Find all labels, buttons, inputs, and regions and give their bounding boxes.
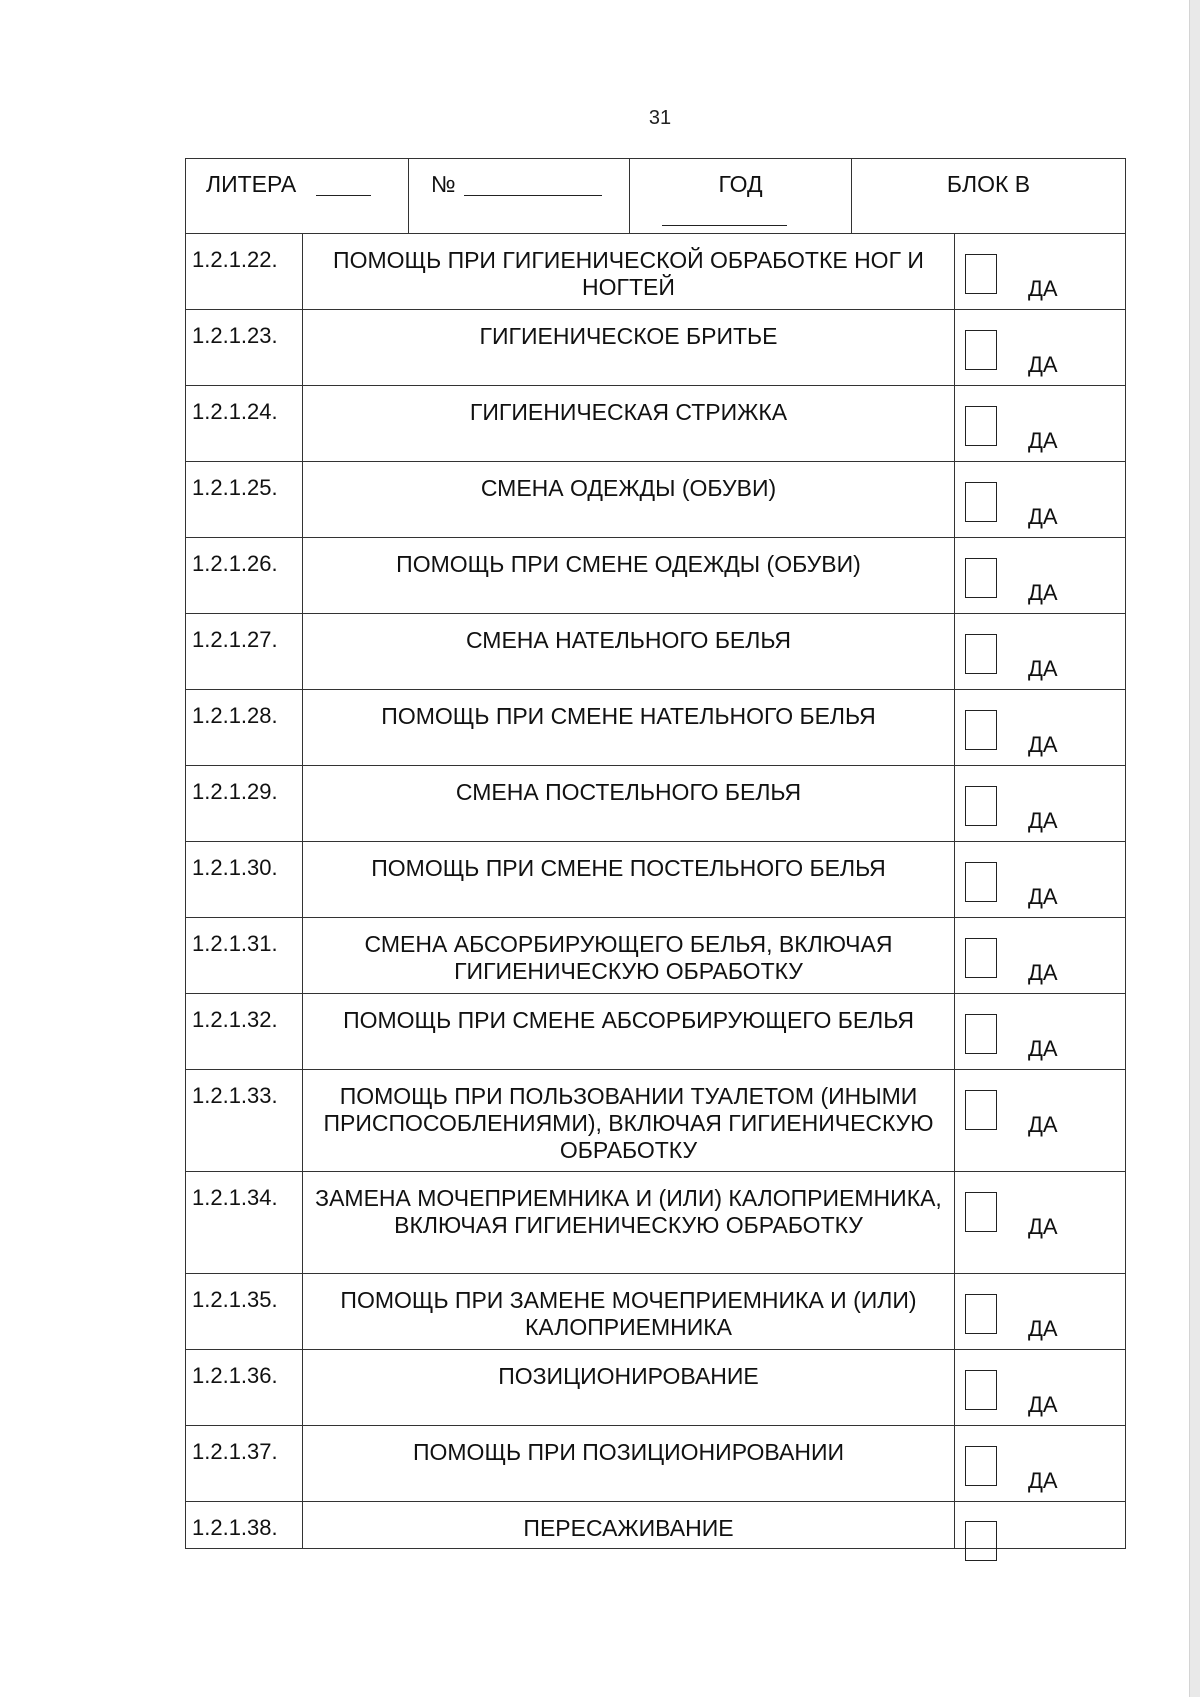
item-number: 1.2.1.29. bbox=[186, 766, 303, 841]
item-description: ГИГИЕНИЧЕСКОЕ БРИТЬЕ bbox=[303, 310, 955, 385]
header-number-cell bbox=[409, 159, 630, 233]
table-row bbox=[186, 1273, 1125, 1349]
item-number: 1.2.1.33. bbox=[186, 1070, 303, 1171]
block-label: БЛОК В bbox=[946, 171, 1031, 197]
yes-checkbox[interactable] bbox=[965, 862, 997, 902]
yes-cell bbox=[955, 234, 1125, 309]
yes-cell bbox=[955, 1274, 1125, 1349]
yes-checkbox[interactable] bbox=[965, 1090, 997, 1130]
item-number: 1.2.1.23. bbox=[186, 310, 303, 385]
yes-checkbox[interactable] bbox=[965, 1192, 997, 1232]
yes-checkbox[interactable] bbox=[965, 1446, 997, 1486]
header-year-cell bbox=[630, 159, 852, 233]
yes-cell bbox=[955, 690, 1125, 765]
header-litera-cell bbox=[186, 159, 409, 233]
litera-label: ЛИТЕРА bbox=[206, 171, 297, 197]
services-table bbox=[185, 233, 1126, 1549]
yes-label: ДА bbox=[1028, 808, 1058, 833]
header-block-cell bbox=[852, 159, 1125, 233]
table-row bbox=[186, 993, 1125, 1069]
yes-cell bbox=[955, 310, 1125, 385]
yes-cell bbox=[955, 994, 1125, 1069]
yes-cell bbox=[955, 462, 1125, 537]
yes-label: ДА bbox=[1028, 656, 1058, 681]
item-description: ПЕРЕСАЖИВАНИЕ bbox=[303, 1502, 955, 1548]
yes-label: ДА bbox=[1028, 504, 1058, 529]
item-description: ПОЗИЦИОНИРОВАНИЕ bbox=[303, 1350, 955, 1425]
yes-label: ДА bbox=[1028, 352, 1058, 377]
table-row bbox=[186, 689, 1125, 765]
item-description: ПОМОЩЬ ПРИ СМЕНЕ ПОСТЕЛЬНОГО БЕЛЬЯ bbox=[303, 842, 955, 917]
yes-cell bbox=[955, 1426, 1125, 1501]
item-description: СМЕНА АБСОРБИРУЮЩЕГО БЕЛЬЯ, ВКЛЮЧАЯ ГИГИЕНИЧЕСКУЮ ОБРАБОТКУ bbox=[303, 918, 955, 993]
yes-label: ДА bbox=[1028, 428, 1058, 453]
number-label: № bbox=[431, 171, 456, 197]
yes-checkbox[interactable] bbox=[965, 330, 997, 370]
yes-checkbox[interactable] bbox=[965, 1014, 997, 1054]
yes-cell bbox=[955, 1502, 1125, 1548]
item-number: 1.2.1.38. bbox=[186, 1502, 303, 1548]
item-description: ПОМОЩЬ ПРИ ЗАМЕНЕ МОЧЕПРИЕМНИКА И (ИЛИ) КАЛОПРИЕМНИКА bbox=[303, 1274, 955, 1349]
table-row bbox=[186, 461, 1125, 537]
yes-cell bbox=[955, 538, 1125, 613]
item-description: ПОМОЩЬ ПРИ СМЕНЕ АБСОРБИРУЮЩЕГО БЕЛЬЯ bbox=[303, 994, 955, 1069]
item-description: СМЕНА ОДЕЖДЫ (ОБУВИ) bbox=[303, 462, 955, 537]
item-description: ПОМОЩЬ ПРИ СМЕНЕ ОДЕЖДЫ (ОБУВИ) bbox=[303, 538, 955, 613]
table-row bbox=[186, 233, 1125, 309]
table-row bbox=[186, 1069, 1125, 1171]
item-number: 1.2.1.30. bbox=[186, 842, 303, 917]
litera-blank-field[interactable] bbox=[316, 195, 371, 196]
item-description: СМЕНА НАТЕЛЬНОГО БЕЛЬЯ bbox=[303, 614, 955, 689]
table-row bbox=[186, 917, 1125, 993]
yes-label: ДА bbox=[1028, 1036, 1058, 1061]
yes-checkbox[interactable] bbox=[965, 1294, 997, 1334]
yes-label: ДА bbox=[1028, 1112, 1058, 1137]
table-row bbox=[186, 613, 1125, 689]
item-number: 1.2.1.31. bbox=[186, 918, 303, 993]
yes-checkbox[interactable] bbox=[965, 1521, 997, 1561]
table-row bbox=[186, 1501, 1125, 1548]
yes-checkbox[interactable] bbox=[965, 1370, 997, 1410]
yes-checkbox[interactable] bbox=[965, 938, 997, 978]
item-description: ГИГИЕНИЧЕСКАЯ СТРИЖКА bbox=[303, 386, 955, 461]
yes-cell bbox=[955, 766, 1125, 841]
item-number: 1.2.1.28. bbox=[186, 690, 303, 765]
item-number: 1.2.1.25. bbox=[186, 462, 303, 537]
page-number: 31 bbox=[648, 107, 672, 129]
table-row bbox=[186, 1425, 1125, 1501]
yes-label: ДА bbox=[1028, 1316, 1058, 1341]
item-number: 1.2.1.35. bbox=[186, 1274, 303, 1349]
table-row bbox=[186, 841, 1125, 917]
yes-cell bbox=[955, 842, 1125, 917]
yes-label: ДА bbox=[1028, 884, 1058, 909]
yes-label: ДА bbox=[1028, 1468, 1058, 1493]
yes-checkbox[interactable] bbox=[965, 786, 997, 826]
yes-checkbox[interactable] bbox=[965, 558, 997, 598]
item-number: 1.2.1.27. bbox=[186, 614, 303, 689]
yes-label: ДА bbox=[1028, 960, 1058, 985]
table-row bbox=[186, 537, 1125, 613]
table-row bbox=[186, 1349, 1125, 1425]
yes-cell bbox=[955, 386, 1125, 461]
yes-cell bbox=[955, 614, 1125, 689]
item-description: ПОМОЩЬ ПРИ ПОЗИЦИОНИРОВАНИИ bbox=[303, 1426, 955, 1501]
item-number: 1.2.1.37. bbox=[186, 1426, 303, 1501]
yes-checkbox[interactable] bbox=[965, 710, 997, 750]
item-number: 1.2.1.26. bbox=[186, 538, 303, 613]
item-description: ПОМОЩЬ ПРИ ГИГИЕНИЧЕСКОЙ ОБРАБОТКЕ НОГ И НОГТЕЙ bbox=[303, 234, 955, 309]
yes-cell bbox=[955, 1070, 1125, 1171]
yes-label: ДА bbox=[1028, 1214, 1058, 1239]
scan-edge-strip bbox=[1189, 0, 1200, 1697]
item-number: 1.2.1.34. bbox=[186, 1172, 303, 1273]
yes-label: ДА bbox=[1028, 1392, 1058, 1417]
year-blank-field[interactable] bbox=[662, 225, 787, 226]
yes-cell bbox=[955, 1350, 1125, 1425]
yes-cell bbox=[955, 918, 1125, 993]
item-description: ПОМОЩЬ ПРИ СМЕНЕ НАТЕЛЬНОГО БЕЛЬЯ bbox=[303, 690, 955, 765]
form-header bbox=[185, 158, 1126, 234]
yes-checkbox[interactable] bbox=[965, 406, 997, 446]
item-description: ПОМОЩЬ ПРИ ПОЛЬЗОВАНИИ ТУАЛЕТОМ (ИНЫМИ ПРИСПОСОБЛЕНИЯМИ), ВКЛЮЧАЯ ГИГИЕНИЧЕСКУЮ ОБРАБОТКУ bbox=[303, 1070, 955, 1171]
table-row bbox=[186, 1171, 1125, 1273]
table-row bbox=[186, 309, 1125, 385]
item-description: СМЕНА ПОСТЕЛЬНОГО БЕЛЬЯ bbox=[303, 766, 955, 841]
yes-checkbox[interactable] bbox=[965, 482, 997, 522]
item-number: 1.2.1.32. bbox=[186, 994, 303, 1069]
number-blank-field[interactable] bbox=[464, 195, 602, 196]
yes-label: ДА bbox=[1028, 276, 1058, 301]
item-description: ЗАМЕНА МОЧЕПРИЕМНИКА И (ИЛИ) КАЛОПРИЕМНИКА, ВКЛЮЧАЯ ГИГИЕНИЧЕСКУЮ ОБРАБОТКУ bbox=[303, 1172, 955, 1273]
item-number: 1.2.1.24. bbox=[186, 386, 303, 461]
table-row bbox=[186, 385, 1125, 461]
table-row bbox=[186, 765, 1125, 841]
item-number: 1.2.1.22. bbox=[186, 234, 303, 309]
yes-label: ДА bbox=[1028, 580, 1058, 605]
yes-checkbox[interactable] bbox=[965, 254, 997, 294]
yes-checkbox[interactable] bbox=[965, 634, 997, 674]
yes-cell bbox=[955, 1172, 1125, 1273]
item-number: 1.2.1.36. bbox=[186, 1350, 303, 1425]
yes-label: ДА bbox=[1028, 732, 1058, 757]
year-label: ГОД bbox=[718, 171, 763, 197]
